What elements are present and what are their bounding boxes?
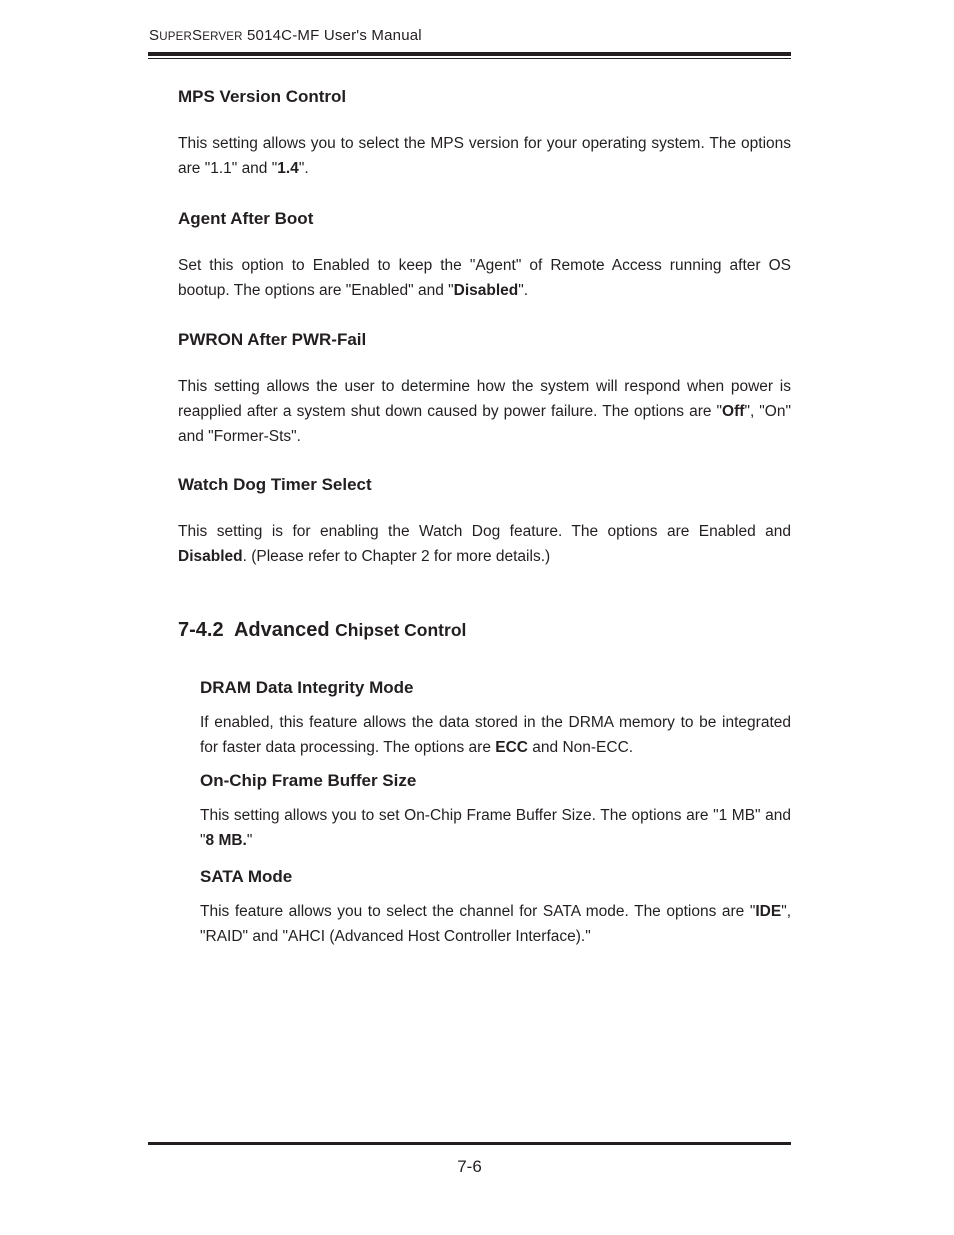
text-run: " <box>246 832 253 849</box>
text-run: Set this option to Enabled to keep the "Agent" of Remote Access running after OS bootup. The options are "Enabled" and " <box>178 257 791 299</box>
text-run: This feature allows you to select the channel for SATA mode. The options are " <box>200 903 756 920</box>
item-pwron-after-pwr-fail <box>178 329 791 449</box>
footer-rule <box>148 1142 791 1145</box>
item-description <box>200 899 791 949</box>
bold-option: Off <box>722 403 745 420</box>
text-run: ". <box>298 160 309 177</box>
text-run: This setting allows you to set On-Chip Frame Buffer Size. The options are "1 MB" and " <box>200 807 791 849</box>
page-number: 7-6 <box>457 1157 482 1176</box>
bold-option: 8 MB. <box>205 832 247 849</box>
text-run: This setting allows the user to determine how the system will respond when power is reapplied after a system shut down caused by power failure. The options are " <box>178 378 791 420</box>
text-run: This setting allows you to select the MPS version for your operating system. The options are "1.1" and " <box>178 135 791 177</box>
bold-option: Disabled <box>178 548 243 565</box>
item-heading: Watch Dog Timer Select <box>178 475 372 494</box>
item-heading: SATA Mode <box>200 867 293 886</box>
item-heading: DRAM Data Integrity Mode <box>200 678 414 697</box>
item-heading: Agent After Boot <box>178 209 314 228</box>
item-description <box>178 253 791 303</box>
item-agent-after-boot <box>178 208 791 303</box>
bold-option: 1.4 <box>277 160 299 177</box>
text-run: ". <box>518 282 529 299</box>
item-heading: PWRON After PWR-Fail <box>178 330 367 349</box>
item-on-chip-frame-buffer-size <box>200 770 791 853</box>
bold-option: Disabled <box>453 282 519 299</box>
section-heading: 7-4.2 Advanced Chipset Control <box>178 619 467 641</box>
item-dram-data-integrity-mode <box>200 677 791 760</box>
item-heading: On-Chip Frame Buffer Size <box>200 771 417 790</box>
text-run: ", "On" and "Former-Sts". <box>178 403 791 445</box>
item-description <box>200 803 791 853</box>
item-mps-version-control <box>178 86 791 181</box>
item-description <box>178 374 791 449</box>
item-watch-dog-timer-select <box>178 474 791 569</box>
text-run: ", "RAID" and "AHCI (Advanced Host Controller Interface)." <box>200 903 791 945</box>
item-description <box>178 519 791 569</box>
bold-option: IDE <box>755 903 782 920</box>
item-heading: MPS Version Control <box>178 87 347 106</box>
text-run: . (Please refer to Chapter 2 for more details.) <box>242 548 551 565</box>
item-description <box>200 710 791 760</box>
item-description <box>178 131 791 181</box>
bold-option: ECC <box>495 739 528 756</box>
header-rule <box>148 52 791 59</box>
header-title: SUPERSERVER 5014C-MF User's Manual <box>149 27 422 44</box>
text-run: This setting is for enabling the Watch Dog feature. The options are Enabled and <box>178 523 791 540</box>
item-sata-mode <box>200 866 791 949</box>
text-run: and Non-ECC. <box>527 739 634 756</box>
text-run: If enabled, this feature allows the data stored in the DRMA memory to be integrated for faster data processing. The options are <box>200 714 791 756</box>
